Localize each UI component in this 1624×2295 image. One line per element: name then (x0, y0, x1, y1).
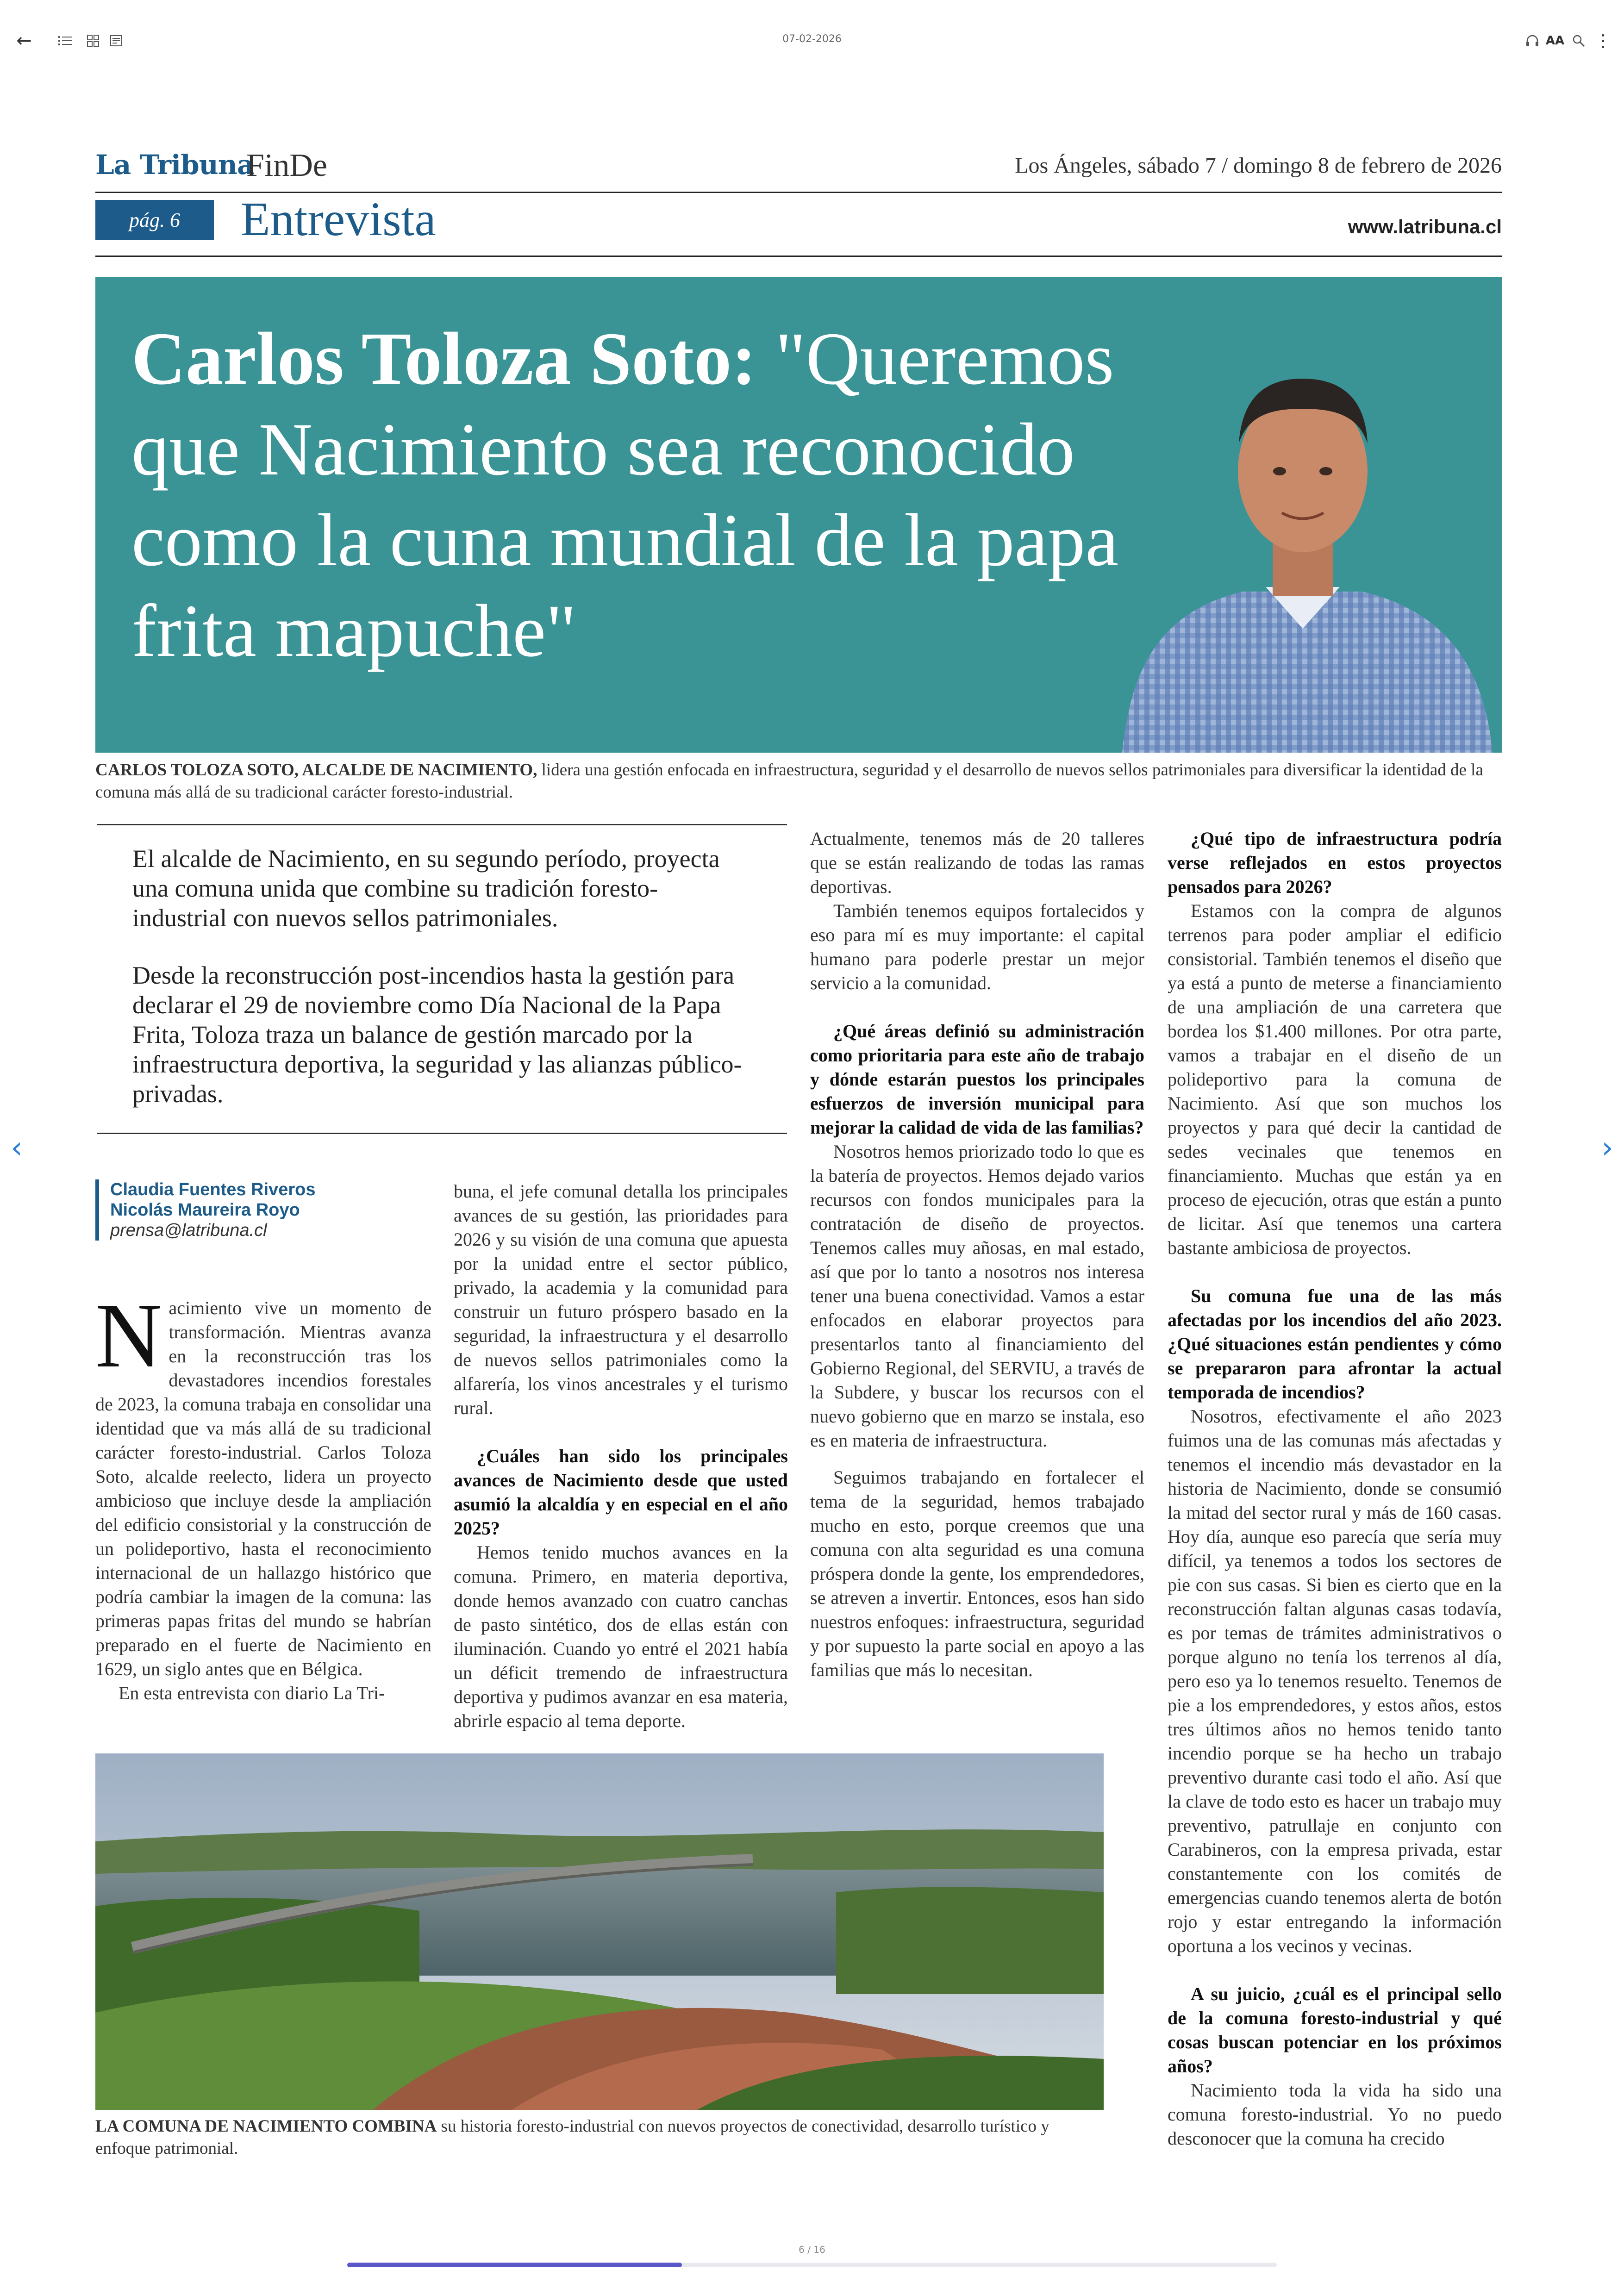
hero-caption (95, 759, 1502, 804)
lede-box (97, 824, 787, 1134)
newspaper-brand: La Tribuna (95, 149, 254, 181)
photo-caption-lead: LA COMUNA DE NACIMIENTO COMBINA (95, 2117, 437, 2136)
interview-answer: Actualmente, tenemos más de 20 talleres que se están realizando de todas las ramas deportivas. (810, 828, 1144, 897)
reader-date: 07-02-2026 (782, 33, 842, 45)
page-indicator: 6 / 16 (799, 2244, 825, 2255)
lede-paragraph-2: Desde la reconstrucción post-incendios hasta la gestión para declarar el 29 de noviembre como Día Nacional de la Papa Frita, Toloza traza un balance de gestión marcado por la infraestructura deportiva, la seguridad y las alianzas público-privadas. (132, 961, 742, 1108)
text-size-icon[interactable]: AA (1545, 34, 1565, 48)
page-badge: pág. 6 (95, 200, 214, 240)
article-intro (95, 1285, 431, 1681)
interview-answer: Nosotros hemos priorizado todo lo que es la batería de proyectos. Hemos dejado varios recursos con fondos municipales para la contratación de diseño de proyectos. Tenemos calles muy añosas, en mal estado, así que por lo tanto a nosotros nos interesa tener una buena conectividad. Vamos a estar enfocados en elaborar proyectos para presentarlos tanto al financiamiento del Gobierno Regional, del SERVIU, a través de la Subdere, y buscar los recursos con el nuevo gobierno que en marzo se instala, eso es en materia de infraestructura. (810, 1141, 1144, 1451)
back-arrow-icon[interactable]: ← (16, 30, 32, 51)
more-icon[interactable]: ⋮ (1595, 31, 1612, 50)
list-icon[interactable] (55, 28, 76, 54)
reader-toolbar (0, 0, 1624, 83)
author-1: Claudia Fuentes Riveros (110, 1180, 316, 1199)
mayor-portrait (1104, 277, 1502, 753)
interview-answer: Seguimos trabajando en fortalecer el tema de la seguridad, hemos trabajado mucho en esto, porque creemos que una comuna con alta seguridad es una comuna próspera donde la gente, los emprendedores, se atreven a invertir. Entonces, esos han sido nuestros enfoques: infraestructura, seguridad y por supuesto la parte social en apoyo a las familias que más lo necesitan. (810, 1467, 1144, 1680)
website-url: www.latribuna.cl (1348, 216, 1502, 237)
photo-caption-text: su historia foresto-industrial con nuevos proyectos de conectividad, desarrollo turístico y enfoque patrimonial. (95, 2117, 1049, 2158)
edition-date: Los Ángeles, sábado 7 / domingo 8 de febrero de 2026 (1015, 153, 1502, 178)
article-paragraph: En esta entrevista con diario La Tri- (119, 1683, 385, 1703)
header-rule-bottom (95, 256, 1502, 257)
hero-caption-lead: CARLOS TOLOZA SOTO, ALCALDE DE NACIMIENTO, (95, 761, 537, 780)
hero-caption-text: lidera una gestión enfocada en infraestructura, seguridad y el desarrollo de nuevos sellos patrimoniales para diversificar la identidad de la comuna más allá de su tradicional carácter foresto-industrial. (95, 761, 1483, 802)
interview-question: ¿Qué áreas definió su administración como prioritaria para este año de trabajo y dónde estarán puestos los principales esfuerzos de inversión municipal para mejorar la calidad de vida de las familias? (810, 1021, 1144, 1138)
author-email[interactable]: prensa@latribuna.cl (110, 1221, 267, 1240)
article-paragraph: buna, el jefe comunal detalla los principales avances de su gestión, las prioridades para 2026 y su visión de una comuna que apuesta por la unidad entre el sector público, privado, la academia y la comunidad para construir un futuro próspero basado en la seguridad, la infraestructura y el desarrollo de nuevos sellos patrimoniales como la alfarería, los vinos ancestrales y el turismo rural. (454, 1181, 788, 1418)
interview-answer: Nacimiento toda la vida ha sido una comuna foresto-industrial. Yo no puedo desconocer que la comuna ha crecido (1168, 2080, 1502, 2149)
article-column-3 (810, 827, 1144, 1682)
newspaper-supplement: FinDe (246, 148, 327, 183)
interview-answer: Nosotros, efectivamente el año 2023 fuimos una de las comunas más afectadas y tenemos el incendio más devastador en la historia de Nacimiento, donde se consumió la mitad del sector rural y más de 160 casas. Hoy día, aunque eso parecía que sería muy difícil, ya tenemos a todos los sectores de pie con sus casas. Si bien es cierto que en la reconstrucción faltan algunas casas todavía, es por temas de trámites administrativos o porque alguno no tenía los terrenos al día, pero eso ya lo tenemos resuelto. Tenemos de pie a los emprendedores, y estos años, estos tres últimos años no hemos tenido tanto incendio porque se ha hecho un trabajo preventivo durante casi todo el año. Así que la clave de todo esto es hacer un trabajo muy preventivo, patrullaje en conjunto con Carabineros, con la empresa privada, estar constantemente con los comités de emergencias cuando tenemos alerta de botón rojo y estar entregando la información oportuna a los vecinos y vecinas. (1168, 1406, 1502, 1956)
headphones-icon[interactable] (1523, 28, 1542, 54)
grid-icon[interactable] (82, 28, 104, 54)
article-column-4 (1168, 827, 1502, 2151)
interview-answer: Hemos tenido muchos avances en la comuna. Primero, en materia deportiva, donde hemos avanzado con cuatro canchas de pasto sintético, dos de ellas están con iluminación. Cuando yo entré el 2021 había un déficit tremendo de infraestructura deportiva y pudimos avanzar en esa materia, abrirle espacio al tema deporte. (454, 1542, 788, 1731)
interview-question: ¿Qué tipo de infraestructura podría verse reflejados en estos proyectos pensados para 2026? (1168, 828, 1502, 897)
interview-question: ¿Cuáles han sido los principales avances de Nacimiento desde que usted asumió la alcaldía y en especial en el año 2025? (454, 1446, 788, 1539)
drop-cap: N (95, 1285, 162, 1387)
lede-paragraph-1: El alcalde de Nacimiento, en su segundo período, proyecta una comuna unida que combine su tradición foresto-industrial con nuevos sellos patrimoniales. (132, 845, 720, 932)
interview-answer: Estamos con la compra de algunos terrenos para poder ampliar el edificio consistorial. También tenemos el diseño que ya está a punto de meterse a financiamiento de una ampliación de una carretera que bordea los $1.400 millones. Por otra parte, vamos a trabajar en el diseño de un polideportivo para la comuna de Nacimiento. Así que son muchos los proyectos y para qué decir la cantidad de sedes vecinales que tenemos en financiamiento. Muchas que están ya en proceso de ejecución, otras que están a punto de licitar. Así que tenemos una cartera bastante ambiciosa de proyectos. (1168, 900, 1502, 1258)
interview-question: Su comuna fue una de las más afectadas por los incendios del año 2023. ¿Qué situaciones están pendientes y cómo se prepararon para afrontar la actual temporada de incendios? (1168, 1285, 1502, 1403)
reading-progress-fill (347, 2263, 682, 2267)
byline (95, 1179, 315, 1241)
section-title: Entrevista (241, 193, 436, 246)
article-column-1 (95, 1285, 431, 1705)
headline-quote: "Queremos que Nacimiento sea reconocido como la cuna mundial de la papa frita mapuche" (131, 318, 1119, 673)
reading-progress[interactable] (347, 2263, 1277, 2267)
interview-answer: También tenemos equipos fortalecidos y eso para mí es muy importante: el capital humano para poderle prestar un mejor servicio a la comunidad. (810, 900, 1144, 993)
next-page-icon[interactable]: › (1601, 1131, 1613, 1165)
bookmark-icon[interactable] (106, 28, 127, 54)
author-2: Nicolás Maureira Royo (110, 1200, 300, 1220)
article-column-2 (454, 1179, 788, 1733)
headline-name: Carlos Toloza Soto: (131, 318, 757, 400)
nacimiento-landscape-photo (95, 1753, 1104, 2110)
search-icon[interactable] (1569, 28, 1588, 54)
interview-question: A su juicio, ¿cuál es el principal sello de la comuna foresto-industrial y qué cosas buscan potenciar en los próximos años? (1168, 1983, 1502, 2077)
headline (131, 314, 1196, 677)
hero-banner (95, 277, 1502, 753)
article-intro-text: acimiento vive un momento de transformación. Mientras avanza en la reconstrucción tras los devastadores incendios forestales de 2023, la comuna trabaja en consolidar una identidad que va más allá de su tradicional carácter foresto-industrial. Carlos Toloza Soto, alcalde reelecto, lidera un proyecto ambicioso que incluye desde la ampliación del edificio consistorial y la construcción de un polideportivo, hasta el reconocimiento internacional de un hallazgo histórico que podría cambiar la imagen de la comuna: las primeras papas fritas del mundo se habrían preparado en el fuerte de Nacimiento en 1629, un siglo antes que en Bélgica. (95, 1297, 431, 1679)
photo-caption (95, 2115, 1104, 2160)
prev-page-icon[interactable]: ‹ (11, 1131, 23, 1165)
